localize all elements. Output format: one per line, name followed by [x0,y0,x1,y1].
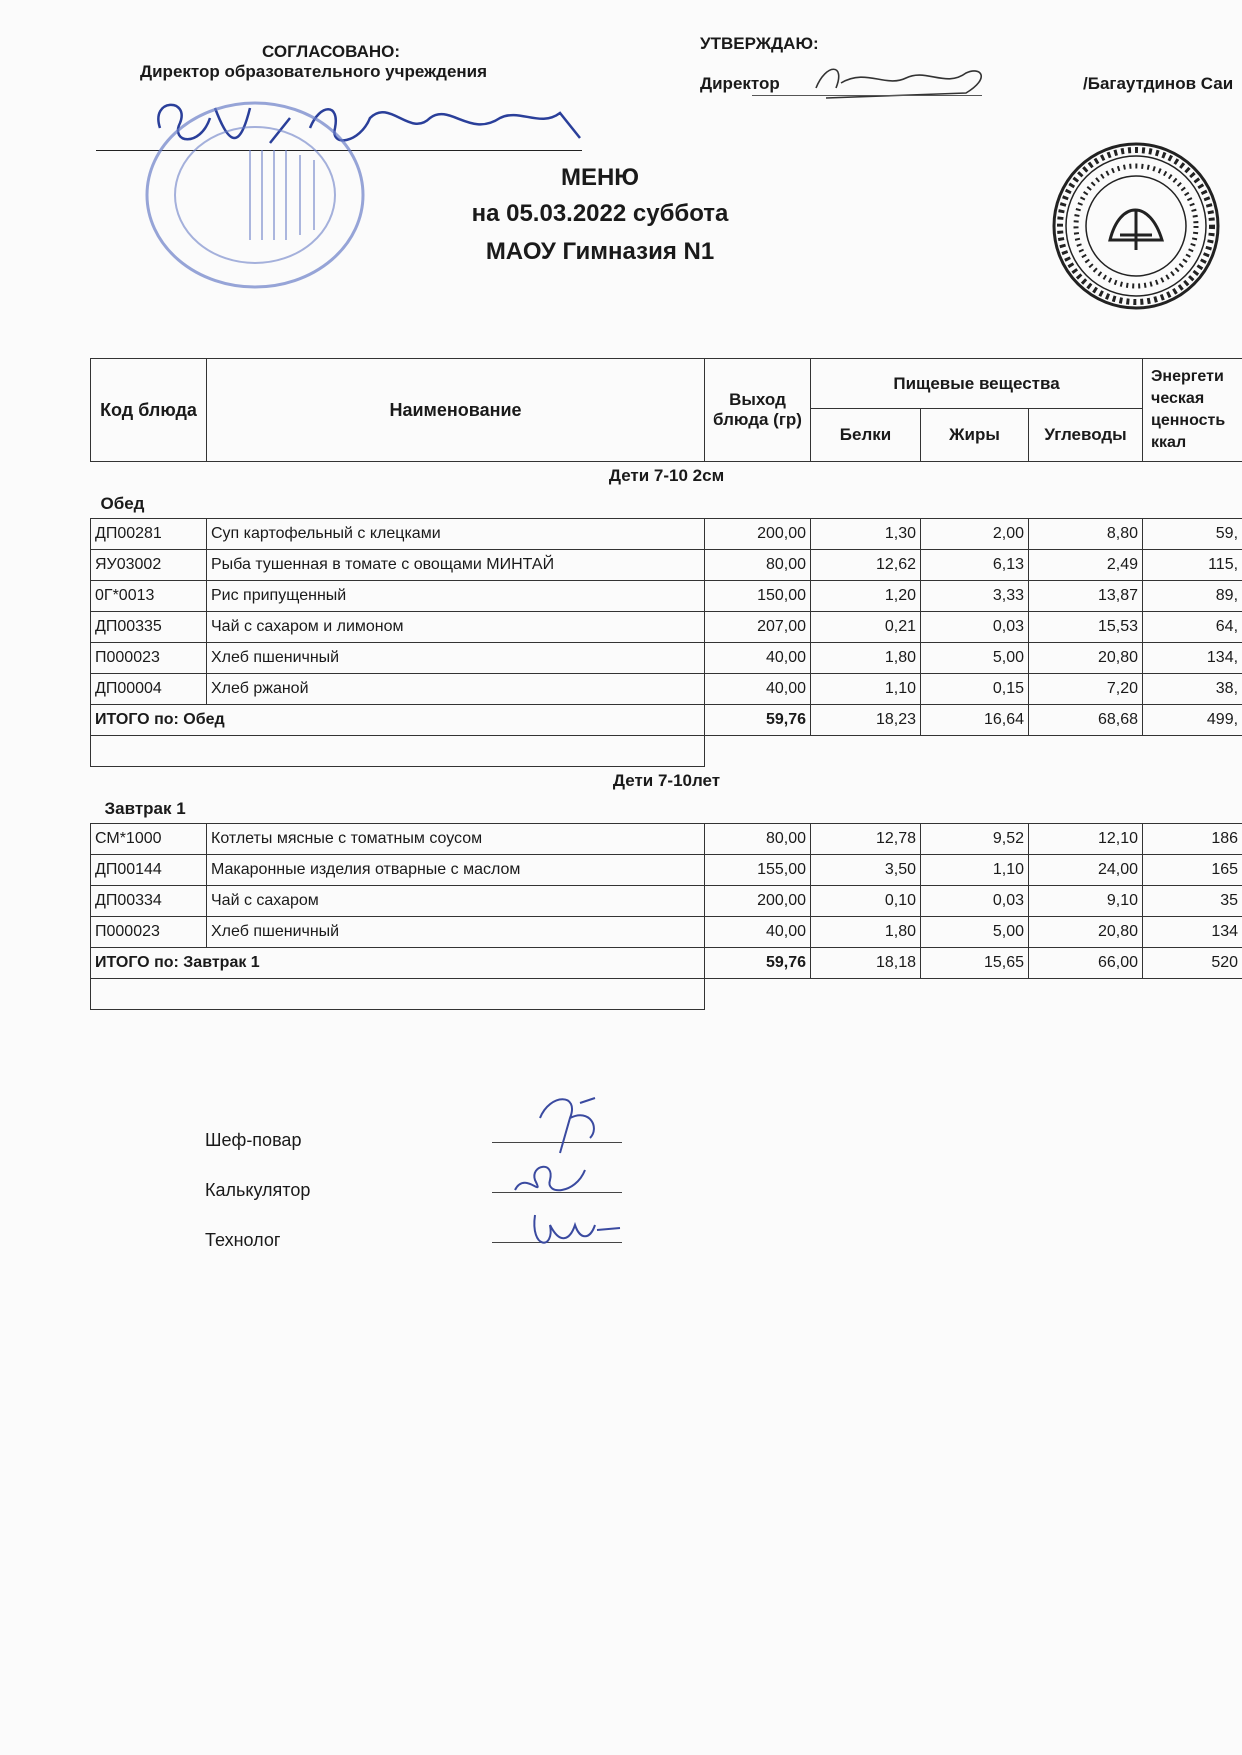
cell-fats: 5,00 [921,917,1029,948]
cell-code: 0Г*0013 [91,581,207,612]
total-carbs: 66,00 [1029,948,1143,979]
cell-name: Хлеб ржаной [207,674,705,705]
total-energy: 520 [1143,948,1242,979]
meal-label: Обед [100,494,145,513]
agreed-role: Директор образовательного учреждения [140,62,488,81]
total-row [91,948,1242,979]
cell-carbs: 7,20 [1029,674,1143,705]
cell-energy: 115, [1143,550,1242,581]
cell-code: П000023 [91,643,207,674]
cell-code: ДП00281 [91,519,207,550]
cell-name: Хлеб пшеничный [207,643,705,674]
cell-output: 150,00 [705,581,811,612]
cell-proteins: 0,21 [811,612,921,643]
meal-label: Завтрак 1 [104,799,186,818]
cell-code: ДП00334 [91,886,207,917]
total-label: ИТОГО по: Обед [91,705,705,736]
header-nutrients: Пищевые вещества [811,359,1143,409]
table-row [91,917,1242,948]
cell-code: П000023 [91,917,207,948]
header-name: Наименование [207,359,705,462]
technologist-signature [525,1200,625,1255]
cell-proteins: 1,20 [811,581,921,612]
table-row [91,674,1242,705]
calculator-label: Калькулятор [205,1180,311,1200]
header-energy: Энергети ческая ценность ккал [1143,359,1242,462]
cell-carbs: 9,10 [1029,886,1143,917]
cell-carbs: 20,80 [1029,917,1143,948]
cell-code: СМ*1000 [91,824,207,855]
cell-output: 40,00 [705,643,811,674]
cell-energy: 165 [1143,855,1242,886]
menu-school: МАОУ Гимназия N1 [485,238,715,265]
approve-signature [806,58,996,106]
cell-proteins: 1,80 [811,917,921,948]
blank-row [91,736,1242,767]
total-output: 59,76 [705,705,811,736]
cell-name: Рыба тушенная в томате с овощами МИНТАЙ [207,550,705,581]
technologist-label: Технолог [205,1230,281,1250]
cell-carbs: 20,80 [1029,643,1143,674]
total-output: 59,76 [705,948,811,979]
chef-signature [520,1088,620,1158]
cell-output: 155,00 [705,855,811,886]
menu-date: на 05.03.2022 суббота [471,200,729,227]
total-row [91,705,1242,736]
school-stamp [140,95,370,295]
cell-fats: 3,33 [921,581,1029,612]
total-proteins: 18,18 [811,948,921,979]
total-fats: 16,64 [921,705,1029,736]
cell-energy: 134 [1143,917,1242,948]
cell-carbs: 2,49 [1029,550,1143,581]
cell-output: 80,00 [705,550,811,581]
total-fats: 15,65 [921,948,1029,979]
cell-fats: 1,10 [921,855,1029,886]
chef-label: Шеф-повар [205,1130,302,1150]
cell-name: Чай с сахаром [207,886,705,917]
approve-label: УТВЕРЖДАЮ: [700,34,819,53]
table-row [91,643,1242,674]
cell-carbs: 8,80 [1029,519,1143,550]
table-row [91,581,1242,612]
menu-title: МЕНЮ [560,164,640,191]
cell-output: 40,00 [705,917,811,948]
cell-proteins: 0,10 [811,886,921,917]
cell-carbs: 13,87 [1029,581,1143,612]
agreed-label: СОГЛАСОВАНО: [262,42,401,61]
header-carbs: Углеводы [1029,409,1143,462]
approve-signature-line [752,95,982,96]
total-carbs: 68,68 [1029,705,1143,736]
republic-stamp [1050,140,1222,312]
cell-energy: 134, [1143,643,1242,674]
cell-output: 207,00 [705,612,811,643]
total-energy: 499, [1143,705,1242,736]
cell-fats: 2,00 [921,519,1029,550]
table-row [91,550,1242,581]
header-output: Выход блюда (гр) [705,359,811,462]
cell-carbs: 24,00 [1029,855,1143,886]
total-proteins: 18,23 [811,705,921,736]
cell-proteins: 3,50 [811,855,921,886]
cell-fats: 0,15 [921,674,1029,705]
cell-carbs: 15,53 [1029,612,1143,643]
total-label: ИТОГО по: Завтрак 1 [91,948,705,979]
cell-code: ЯУ03002 [91,550,207,581]
table-row [91,612,1242,643]
cell-name: Рис припущенный [207,581,705,612]
cell-energy: 64, [1143,612,1242,643]
cell-energy: 89, [1143,581,1242,612]
cell-energy: 35 [1143,886,1242,917]
header-code: Код блюда [91,359,207,462]
cell-code: ДП00335 [91,612,207,643]
cell-code: ДП00004 [91,674,207,705]
header-fats: Жиры [921,409,1029,462]
cell-fats: 9,52 [921,824,1029,855]
cell-energy: 186 [1143,824,1242,855]
blank-row [91,979,1242,1010]
cell-output: 40,00 [705,674,811,705]
cell-proteins: 1,30 [811,519,921,550]
cell-name: Суп картофельный с клецками [207,519,705,550]
cell-name: Макаронные изделия отварные с маслом [207,855,705,886]
cell-name: Котлеты мясные с томатным соусом [207,824,705,855]
table-row [91,824,1242,855]
cell-proteins: 1,80 [811,643,921,674]
cell-name: Хлеб пшеничный [207,917,705,948]
cell-output: 200,00 [705,519,811,550]
cell-energy: 59, [1143,519,1242,550]
group-label: Дети 7-10лет [612,771,721,790]
cell-output: 80,00 [705,824,811,855]
cell-fats: 6,13 [921,550,1029,581]
menu-table [90,358,1242,1010]
cell-proteins: 1,10 [811,674,921,705]
cell-name: Чай с сахаром и лимоном [207,612,705,643]
cell-fats: 0,03 [921,886,1029,917]
cell-output: 200,00 [705,886,811,917]
cell-proteins: 12,78 [811,824,921,855]
cell-carbs: 12,10 [1029,824,1143,855]
cell-proteins: 12,62 [811,550,921,581]
approve-name: /Багаутдинов Саи [1083,74,1234,93]
approve-role: Директор [700,74,780,93]
group-label: Дети 7-10 2см [608,466,725,485]
cell-fats: 5,00 [921,643,1029,674]
table-row [91,519,1242,550]
table-row [91,886,1242,917]
cell-fats: 0,03 [921,612,1029,643]
cell-code: ДП00144 [91,855,207,886]
header-proteins: Белки [811,409,921,462]
table-row [91,855,1242,886]
cell-energy: 38, [1143,674,1242,705]
